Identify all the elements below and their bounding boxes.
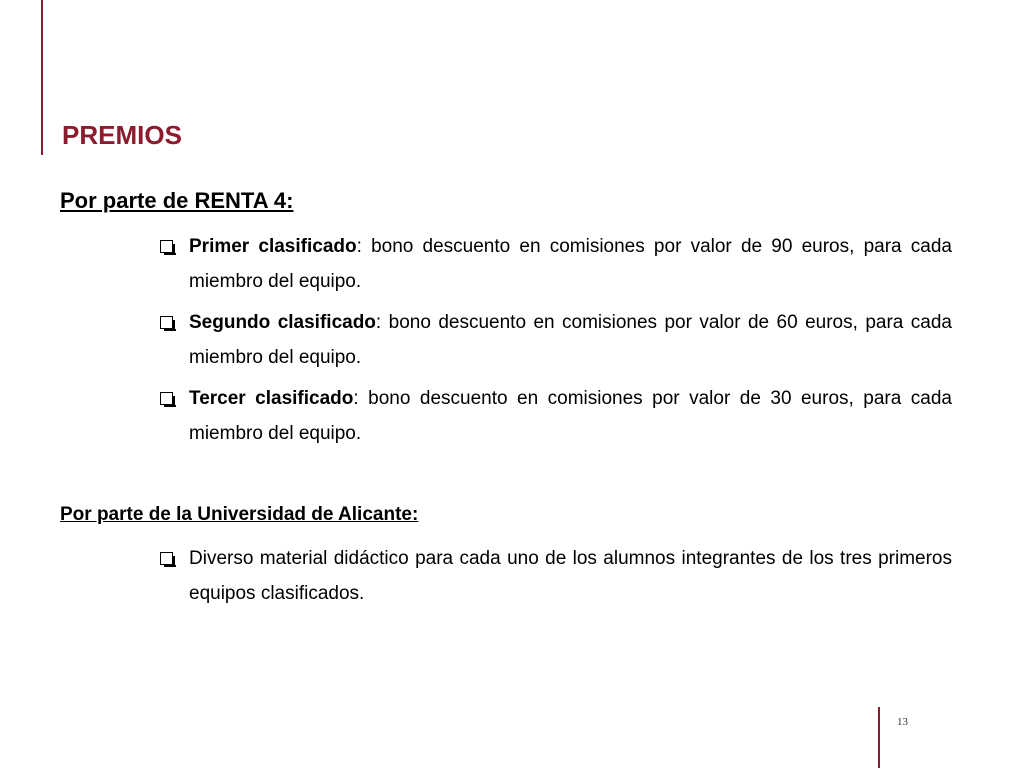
prize-description: : bono descuento en comisiones por valor de 90 euros, para cada miembro del equipo. [189,236,952,292]
prize-description: : bono descuento en comisiones por valor de 30 euros, para cada miembro del equipo. [189,388,952,444]
slide-title: PREMIOS [62,120,182,150]
prize-term: Tercer clasificado [189,388,354,409]
list-item-material [160,541,952,611]
list-item-third-place [160,381,952,451]
checkbox-bullet-icon [160,552,173,565]
renta-heading: Por parte de RENTA 4: [60,188,294,213]
checkbox-bullet-icon [160,316,173,329]
footer-accent-bar [878,707,880,768]
universidad-heading: Por parte de la Universidad de Alicante: [60,504,419,525]
universidad-prize-list [160,541,952,617]
page-number: 13 [897,716,908,728]
checkbox-bullet-icon [160,392,173,405]
prize-description: Diverso material didáctico para cada uno de los alumnos integrantes de los tres primeros equipos clasificados. [189,548,952,604]
renta-prize-list [160,229,952,457]
checkbox-bullet-icon [160,240,173,253]
list-item-second-place [160,305,952,375]
prize-term: Primer clasificado [189,236,357,257]
prize-description: : bono descuento en comisiones por valor de 60 euros, para cada miembro del equipo. [189,312,952,368]
title-accent-bar [41,0,43,155]
list-item-first-place [160,229,952,299]
prize-term: Segundo clasificado [189,312,376,333]
